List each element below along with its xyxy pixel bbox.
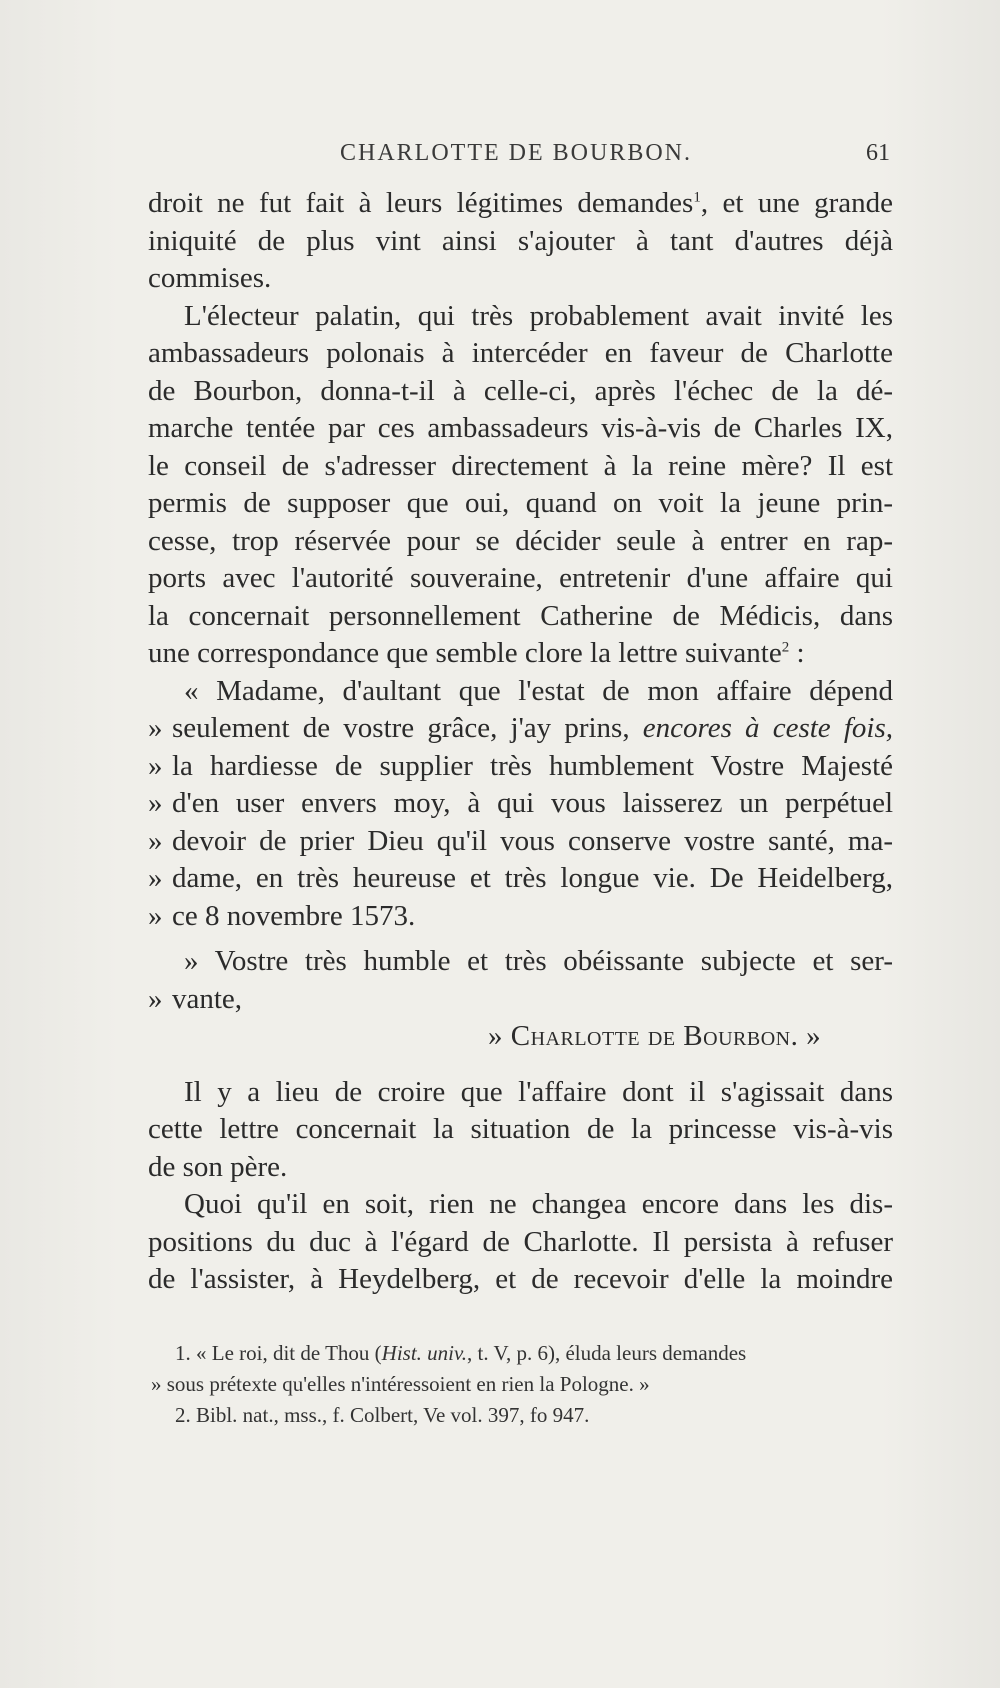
text-line: cette lettre concernait la situation de la princesse vis-à-vis — [148, 1113, 893, 1145]
footnote-2: 2. Bibl. nat., mss., f. Colbert, Ve vol. 397, fo 947. — [175, 1403, 590, 1427]
text-line: ambassadeurs polonais à intercéder en faveur de Charlotte — [148, 337, 893, 369]
page-header — [150, 140, 890, 180]
text-line: de son père. — [148, 1150, 288, 1183]
footnote-ref[interactable]: 1 — [693, 189, 701, 206]
main-text — [148, 185, 893, 1299]
text-line: la concernait personnellement Catherine de Médicis, dans — [148, 599, 893, 632]
text-line: iniquité de plus vint ainsi s'ajouter à tant d'autres déjà — [148, 224, 893, 257]
text-line: commises. — [148, 262, 272, 294]
text-line: le conseil de s'adresser directement à la reine mère? Il est — [148, 449, 893, 482]
text-line: droit ne fut fait à leurs légitimes demandes$^1$, et une grande — [148, 187, 894, 219]
page-number: 61 — [866, 140, 890, 166]
text-line: cesse, trop réservée pour se décider seule à entrer en rap- — [148, 524, 893, 557]
quoted-letter — [148, 673, 893, 1056]
running-head: CHARLOTTE DE BOURBON. — [340, 140, 692, 166]
letter-line: » dame, en très heureuse et très longue vie. De Heidelberg, — [148, 862, 893, 894]
letter-line: » ce 8 novembre 1573. — [148, 899, 416, 932]
footnotes — [151, 1338, 893, 1431]
letter-line: » d'en user envers moy, à qui vous laisserez un perpétuel — [148, 787, 893, 819]
letter-closing: » Vostre très humble et très obéissante subjecte et ser- — [184, 945, 893, 977]
text-line: une correspondance que semble clore la lettre suivante$^2$ : — [148, 637, 805, 669]
letter-signature: » Charlotte de Bourbon. » — [488, 1020, 822, 1052]
letter-line: « Madame, d'aultant que l'estat de mon affaire dépend — [184, 674, 893, 707]
text-line: ports avec l'autorité souveraine, entretenir d'une affaire qui — [148, 562, 893, 594]
letter-line: » seulement de vostre grâce, j'ay prins, encores à ceste fois, — [148, 712, 893, 744]
text-line: de Bourbon, donna-t-il à celle-ci, après l'échec de la dé- — [148, 374, 893, 407]
letter-line: » devoir de prier Dieu qu'il vous conserve vostre santé, ma- — [148, 824, 893, 857]
text-line: permis de supposer que oui, quand on voit la jeune prin- — [148, 487, 893, 519]
text-line: Quoi qu'il en soit, rien ne changea encore dans les dis- — [184, 1188, 893, 1220]
footnote-1-continuation: » sous prétexte qu'elles n'intéressoient en rien la Pologne. » — [151, 1372, 650, 1396]
footnote-ref[interactable]: 2 — [781, 639, 790, 656]
text-line: L'électeur palatin, qui très probablement avait invité les — [184, 299, 893, 332]
text-line: marche tentée par ces ambassadeurs vis-à-vis de Charles IX, — [148, 412, 893, 444]
text-line: Il y a lieu de croire que l'affaire dont il s'agissait dans — [184, 1075, 893, 1108]
italic-phrase: encores à ceste fois, — [642, 712, 893, 744]
text-line: de l'assister, à Heydelberg, et de recevoir d'elle la moindre — [148, 1263, 893, 1295]
text-line: positions du duc à l'égard de Charlotte. Il persista à refuser — [148, 1225, 893, 1258]
letter-line: » la hardiesse de supplier très humblement Vostre Majesté — [148, 749, 893, 782]
letter-closing: » vante, — [148, 982, 243, 1015]
footnote-1: 1. « Le roi, dit de Thou (Hist. univ., t. V, p. 6), éluda leurs demandes — [175, 1341, 747, 1365]
